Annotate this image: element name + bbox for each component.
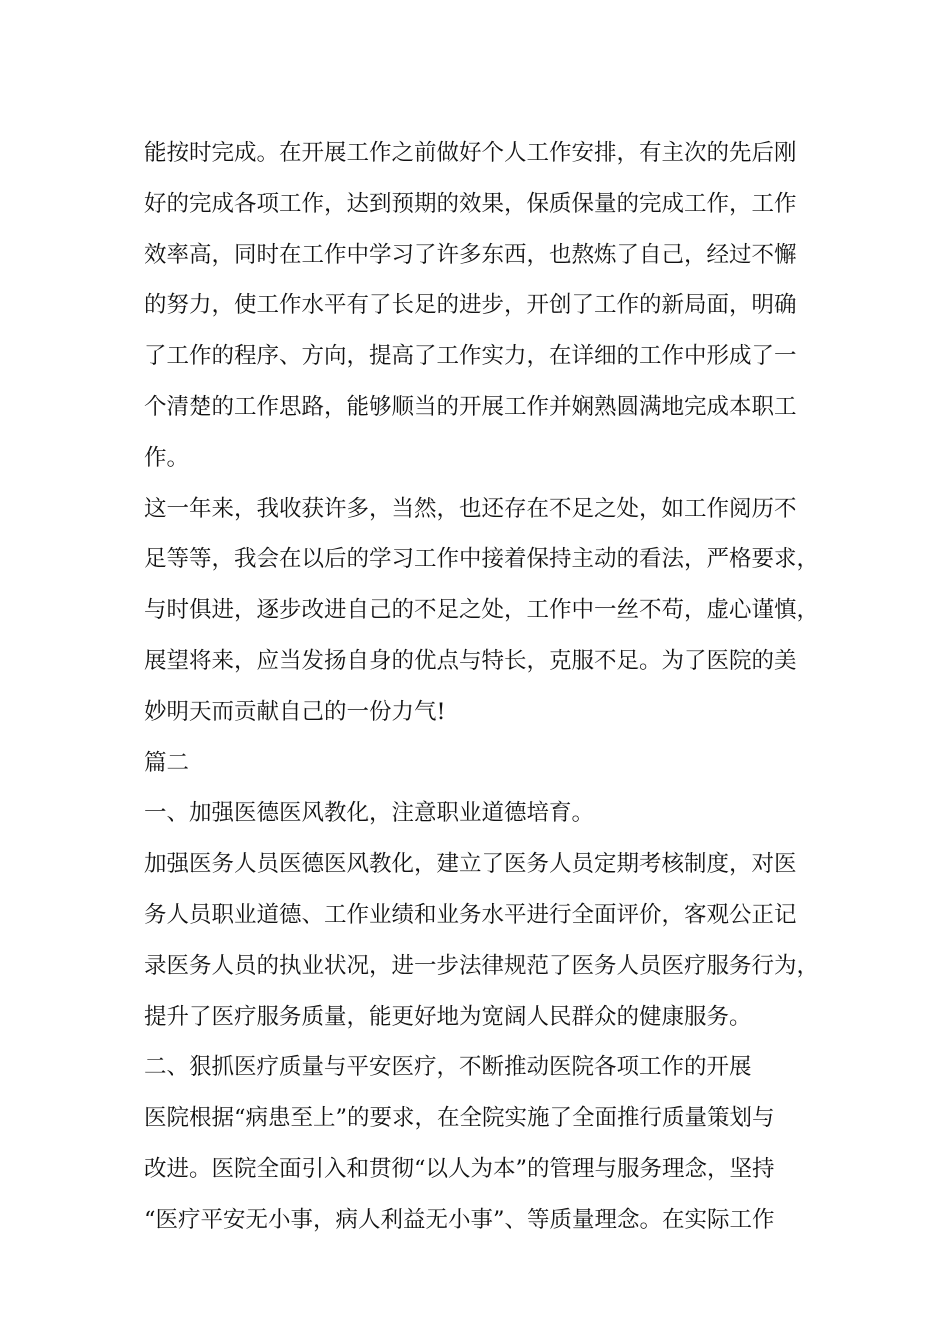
subsection-heading: 二、狠抓医疗质量与平安医疗，不断推动医院各项工作的开展 [144,1054,752,1081]
text-line: 务人员职业道德、工作业绩和业务水平进行全面评价，客观公正记 [144,901,797,928]
section-heading: 篇二 [144,749,190,776]
text-line: 作。 [144,444,190,471]
text-line: “医疗平安无小事，病人利益无小事”、等质量理念。在实际工作 [144,1206,775,1233]
text-line: 个清楚的工作思路，能够顺当的开展工作并娴熟圆满地完成本职工 [144,393,797,420]
text-line: 改进。医院全面引入和贯彻“以人为本”的管理与服务理念，坚持 [144,1155,775,1182]
text-line: 足等等，我会在以后的学习工作中接着保持主动的看法，严格要求， [144,546,820,573]
document-body [144,130,824,1248]
text-line: 了工作的程序、方向，提高了工作实力，在详细的工作中形成了一 [144,343,797,370]
text-line: 提升了医疗服务质量，能更好地为宽阔人民群众的健康服务。 [144,1003,752,1030]
text-line: 加强医务人员医德医风教化，建立了医务人员定期考核制度，对医 [144,851,797,878]
text-line: 能按时完成。在开展工作之前做好个人工作安排，有主次的先后刚 [144,140,797,166]
text-line: 效率高，同时在工作中学习了许多东西，也熬炼了自己，经过不懈 [144,241,797,268]
text-line: 好的完成各项工作，达到预期的效果，保质保量的完成工作，工作 [144,190,797,217]
text-line: 的努力，使工作水平有了长足的进步，开创了工作的新局面，明确 [144,292,797,319]
text-line: 录医务人员的执业状况，进一步法律规范了医务人员医疗服务行为， [144,952,820,979]
text-line: 医院根据“病患至上”的要求，在全院实施了全面推行质量策划与 [144,1105,775,1132]
text-line: 妙明天而贡献自己的一份力气! [144,698,446,725]
text-line: 展望将来，应当发扬自身的优点与特长，克服不足。为了医院的美 [144,647,797,674]
text-line: 与时俱进，逐步改进自己的不足之处，工作中一丝不苟，虚心谨慎， [144,597,820,624]
subsection-heading: 一、加强医德医风教化，注意职业道德培育。 [144,800,595,827]
text-line: 这一年来，我收获许多，当然，也还存在不足之处，如工作阅历不 [144,495,797,522]
